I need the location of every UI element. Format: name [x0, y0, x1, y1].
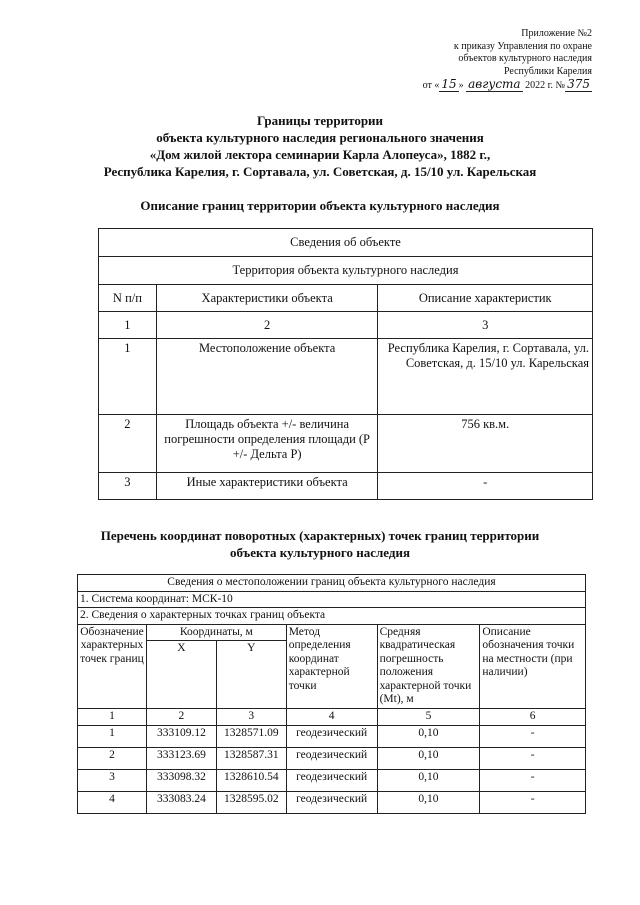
column-number: 2 [146, 709, 216, 726]
document-title [40, 112, 600, 180]
accuracy: 0,10 [377, 791, 480, 813]
column-number: 4 [286, 709, 377, 726]
date-prefix: от « [422, 80, 440, 91]
appendix-date-line [352, 78, 592, 93]
method: геодезический [286, 725, 377, 747]
column-number: 2 [156, 312, 378, 339]
coord-x: 333109.12 [146, 725, 216, 747]
coord-y: 1328571.09 [216, 725, 286, 747]
column-number: 3 [216, 709, 286, 726]
table-row [78, 769, 586, 791]
coords-title [40, 527, 600, 561]
row-value: 756 кв.м. [378, 415, 593, 473]
column-header-y: Y [216, 641, 286, 709]
column-number: 3 [378, 312, 593, 339]
accuracy: 0,10 [377, 725, 480, 747]
appendix-line: к приказу Управления по охране [453, 40, 592, 52]
table-row [99, 415, 593, 473]
column-header-description: Описание обозначения точки на местности (при наличии) [480, 624, 586, 709]
title-line: объекта культурного наследия регионального значения [156, 130, 484, 145]
point-id: 4 [78, 791, 147, 813]
coordinates-table [77, 574, 586, 814]
row-name: Площадь объекта +/- величина погрешности определения площади (P +/- Дельта P) [156, 415, 378, 473]
handwritten-month: августа [468, 77, 521, 91]
coords-title-line: объекта культурного наследия [230, 545, 410, 560]
table-subheader: Территория объекта культурного наследия [99, 257, 593, 285]
title-line: Границы территории [256, 113, 384, 128]
table-row [78, 791, 586, 813]
table-header: Сведения об объекте [99, 229, 593, 257]
accuracy: 0,10 [377, 747, 480, 769]
row-value: Республика Карелия, г. Сортавала, ул. Советская, д. 15/10 ул. Карельская [378, 339, 593, 415]
row-value: - [378, 473, 593, 500]
coord-x: 333098.32 [146, 769, 216, 791]
table-row [78, 725, 586, 747]
column-number: 1 [78, 709, 147, 726]
row-number: 3 [99, 473, 157, 500]
coord-y: 1328587.31 [216, 747, 286, 769]
appendix-block [352, 28, 592, 93]
object-info-table [98, 228, 593, 500]
method: геодезический [286, 747, 377, 769]
table-row [99, 339, 593, 415]
column-header-method: Метод определения координат характерной точки [286, 624, 377, 709]
coordinate-system: 1. Система координат: МСК-10 [78, 591, 586, 608]
row-name: Иные характеристики объекта [156, 473, 378, 500]
column-number: 6 [480, 709, 586, 726]
coord-y: 1328610.54 [216, 769, 286, 791]
point-id: 2 [78, 747, 147, 769]
coord-x: 333083.24 [146, 791, 216, 813]
handwritten-day: 15 [441, 77, 457, 91]
section-title: Описание границ территории объекта культурного наследия [140, 198, 500, 213]
column-header-x: X [146, 641, 216, 709]
point-id: 3 [78, 769, 147, 791]
point-id: 1 [78, 725, 147, 747]
title-line: Республика Карелия, г. Сортавала, ул. Советская, д. 15/10 ул. Карельская [103, 164, 537, 179]
column-number: 1 [99, 312, 157, 339]
row-name: Местоположение объекта [156, 339, 378, 415]
column-header: Характеристики объекта [156, 285, 378, 312]
column-header-accuracy: Средняя квадратическая погрешность положения характерной точки (Mt), м [377, 624, 480, 709]
date-mid: » [458, 80, 464, 91]
description: - [480, 747, 586, 769]
method: геодезический [286, 791, 377, 813]
column-header: N п/п [99, 285, 157, 312]
date-year: 2022 г. № [525, 80, 566, 91]
column-header-coords: Координаты, м [146, 624, 286, 641]
description: - [480, 769, 586, 791]
row-number: 2 [99, 415, 157, 473]
column-header-point: Обозначение характерных точек границ [78, 624, 147, 709]
accuracy: 0,10 [377, 769, 480, 791]
coord-y: 1328595.02 [216, 791, 286, 813]
table-row [78, 747, 586, 769]
appendix-line: Республики Карелия [503, 65, 592, 77]
method: геодезический [286, 769, 377, 791]
appendix-line: объектов культурного наследия [458, 53, 592, 64]
description: - [480, 791, 586, 813]
handwritten-number: 375 [567, 77, 590, 91]
appendix-line: Приложение №2 [521, 28, 592, 39]
row-number: 1 [99, 339, 157, 415]
column-number: 5 [377, 709, 480, 726]
column-header: Описание характеристик [378, 285, 593, 312]
table-row [99, 473, 593, 500]
coords-title-line: Перечень координат поворотных (характерных) точек границ территории [100, 528, 540, 543]
title-line: «Дом жилой лектора семинарии Карла Алопеуса», 1882 г., [149, 147, 491, 162]
coord-x: 333123.69 [146, 747, 216, 769]
description: - [480, 725, 586, 747]
table-header: Сведения о местоположении границ объекта культурного наследия [78, 575, 586, 592]
points-caption: 2. Сведения о характерных точках границ объекта [78, 608, 586, 625]
